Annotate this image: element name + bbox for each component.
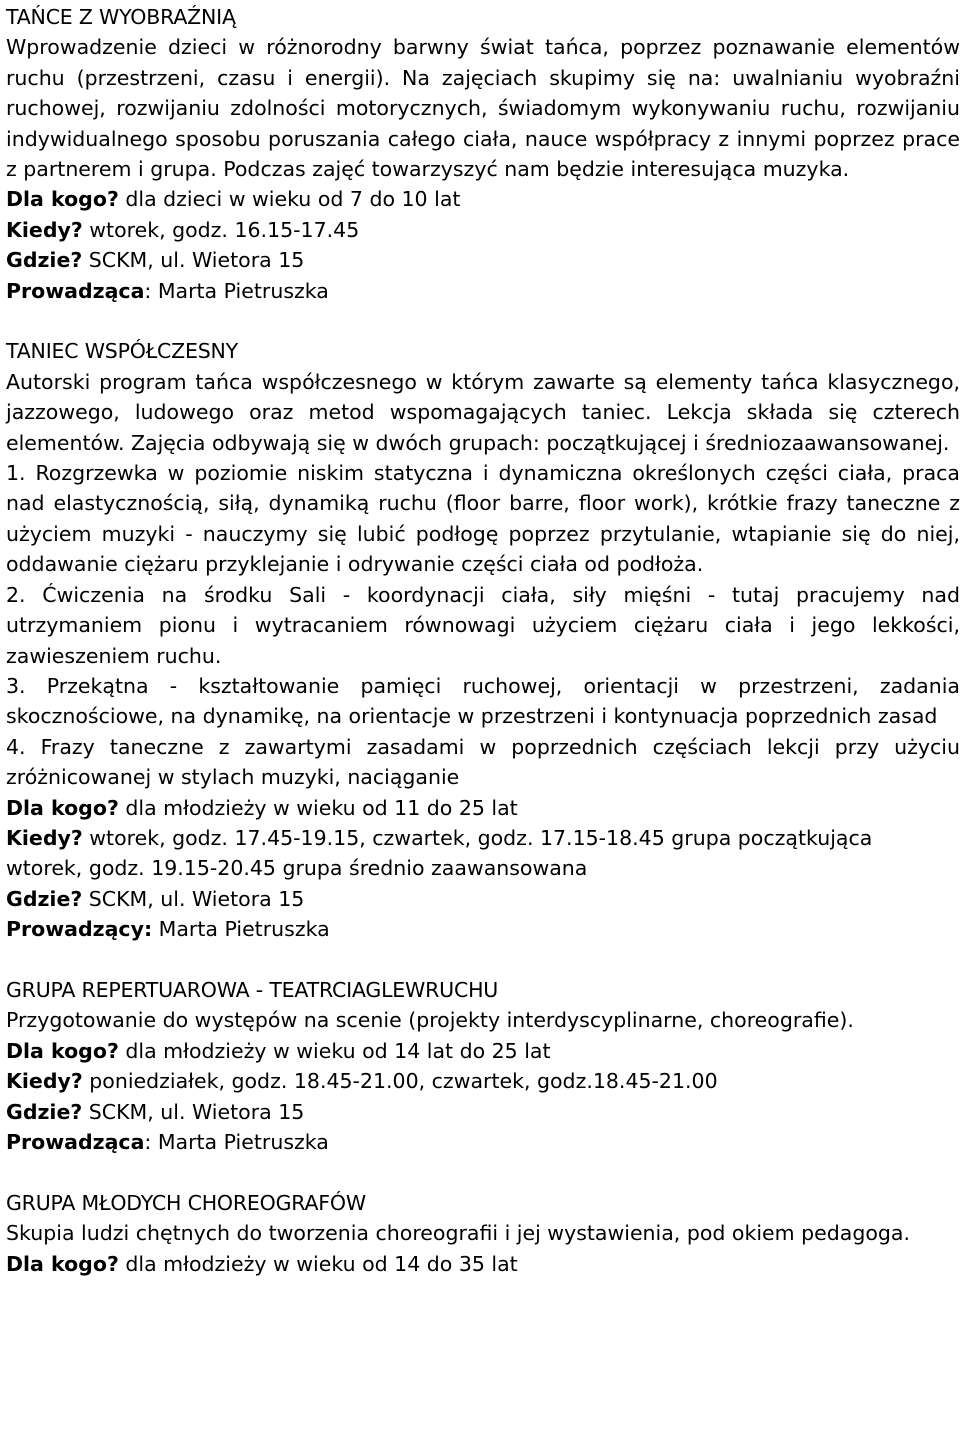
info-label: Prowadzący: <box>6 917 153 942</box>
info-value: dla dzieci w wieku od 7 do 10 lat <box>118 187 461 212</box>
info-value: dla młodzieży w wieku od 14 do 35 lat <box>118 1251 518 1276</box>
info-audience <box>6 1249 960 1279</box>
info-when-continued <box>6 853 960 883</box>
info-value: Marta Pietruszka <box>152 917 330 942</box>
info-label: Gdzie? <box>6 248 83 273</box>
section-description: Wprowadzenie dzieci w różnorodny barwny świat tańca, poprzez poznawanie elementów ruchu (przestrzeni, czasu i energii). Na zajęciach skupimy się na: uwalnianiu wyobraźni ruchowej, rozwijaniu zdolności motorycznych, świadomym wykonywaniu ruchu, rozwijaniu indywidualnego sposobu poruszania całego ciała, nauce współpracy z innymi poprzez prace z partnerem i grupa. Podczas zajęć towarzyszyć nam będzie interesująca muzyka. <box>6 35 960 182</box>
section-tance-z-wyobraznia <box>6 2 960 306</box>
info-audience <box>6 793 960 823</box>
info-value: : Marta Pietruszka <box>144 1130 329 1154</box>
info-value: poniedziałek, godz. 18.45-21.00, czwartek, godz.18.45-21.00 <box>82 1069 718 1094</box>
list-item: 4. Frazy taneczne z zawartymi zasadami w poprzednich częściach lekcji przy użyciu zróżnicowanej w stylach muzyki, naciąganie <box>6 734 960 790</box>
info-label: Dla kogo? <box>6 187 119 212</box>
info-value: : Marta Pietruszka <box>144 278 329 303</box>
info-where <box>6 1097 960 1127</box>
info-instructor <box>6 276 960 306</box>
section-title: GRUPA MŁODYCH CHOREOGRAFÓW <box>6 1190 366 1215</box>
info-value: SCKM, ul. Wietora 15 <box>82 248 305 273</box>
info-audience <box>6 184 960 214</box>
info-label: Gdzie? <box>6 1099 83 1124</box>
info-value: wtorek, godz. 16.15-17.45 <box>82 217 360 242</box>
info-label: Kiedy? <box>6 217 83 242</box>
section-title: GRUPA REPERTUAROWA - TEATRCIAGLEWRUCHU <box>6 977 499 1002</box>
info-label: Prowadząca <box>6 278 145 303</box>
section-description: Autorski program tańca współczesnego w którym zawarte są elementy tańca klasycznego, jazzowego, ludowego oraz metod wspomagających taniec. Lekcja składa się czterech elementów. Zajęcia odbywają się w dwóch grupach: początkującej i średniozaawansowanej. <box>6 369 960 455</box>
section-taniec-wspolczesny <box>6 336 960 944</box>
section-title: TANIEC WSPÓŁCZESNY <box>6 339 238 364</box>
section-grupa-mlodych-choreografow <box>6 1188 960 1279</box>
section-description: Przygotowanie do występów na scenie (projekty interdyscyplinarne, choreografie). <box>6 1008 854 1033</box>
section-description: Skupia ludzi chętnych do tworzenia choreografii i jej wystawienia, pod okiem pedagoga. <box>6 1221 910 1246</box>
info-label: Kiedy? <box>6 825 83 850</box>
section-grupa-repertuarowa <box>6 975 960 1157</box>
section-title: TAŃCE Z WYOBRAŹNIĄ <box>6 5 236 29</box>
info-when <box>6 1066 960 1096</box>
document-page <box>6 2 960 1279</box>
info-instructor <box>6 914 960 944</box>
info-instructor <box>6 1127 960 1157</box>
info-audience <box>6 1036 960 1066</box>
list-item: 3. Przekątna - kształtowanie pamięci ruchowej, orientacji w przestrzeni, zadania skocznościowe, na dynamikę, na orientacje w przestrzeni i kontynuacja poprzednich zasad <box>6 673 960 729</box>
info-when <box>6 215 960 245</box>
info-label: Dla kogo? <box>6 1038 119 1063</box>
info-label: Kiedy? <box>6 1069 83 1094</box>
info-where <box>6 245 960 275</box>
list-item: 2. Ćwiczenia na środku Sali - koordynacji ciała, siły mięśni - tutaj pracujemy nad utrzymaniem pionu i wytracaniem równowagi użyciem ciężaru ciała i jego lekkości, zawieszeniem ruchu. <box>6 582 960 668</box>
info-label: Dla kogo? <box>6 795 119 820</box>
info-when <box>6 823 960 853</box>
info-value: SCKM, ul. Wietora 15 <box>82 886 305 911</box>
info-label: Prowadząca <box>6 1130 145 1154</box>
info-value: wtorek, godz. 19.15-20.45 grupa średnio zaawansowana <box>6 856 588 881</box>
info-value: dla młodzieży w wieku od 14 lat do 25 lat <box>118 1038 551 1063</box>
info-value: wtorek, godz. 17.45-19.15, czwartek, godz. 17.15-18.45 grupa początkująca <box>82 825 873 850</box>
info-value: dla młodzieży w wieku od 11 do 25 lat <box>118 795 518 820</box>
info-label: Dla kogo? <box>6 1251 119 1276</box>
info-label: Gdzie? <box>6 886 83 911</box>
list-item: 1. Rozgrzewka w poziomie niskim statyczna i dynamiczna określonych części ciała, praca nad elastycznością, siłą, dynamiką ruchu (floor barre, floor work), krótkie frazy taneczne z użyciem muzyki - nauczymy się lubić podłogę poprzez przytulanie, wtapianie się do niej, oddawanie ciężaru przyklejanie i odrywanie części ciała od podłoża. <box>6 461 960 577</box>
info-value: SCKM, ul. Wietora 15 <box>82 1099 305 1124</box>
info-where <box>6 884 960 914</box>
